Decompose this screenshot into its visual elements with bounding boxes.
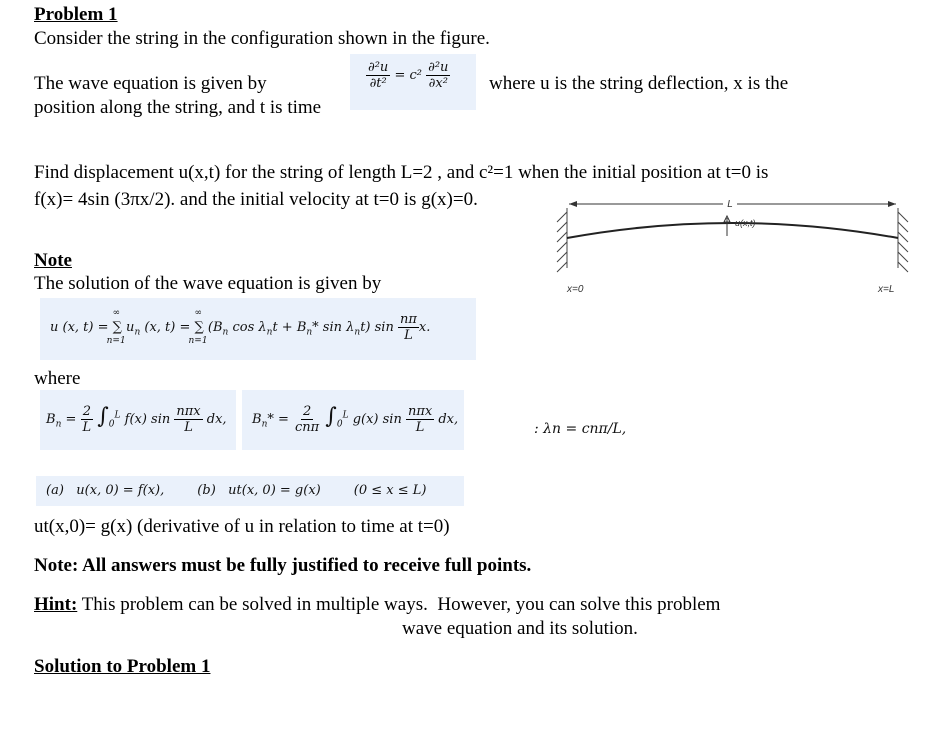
problem-intro: Consider the string in the configuration shown in the figure. <box>34 28 490 49</box>
wave-equation-line2: position along the string, and t is time <box>34 97 322 118</box>
hint-text: This problem can be solved in multiple ways. However, you can solve this problem <box>77 594 721 615</box>
initial-conditions-box <box>36 476 464 506</box>
ut-line: ut(x,0)= g(x) (derivative of u in relation to time at t=0) <box>34 516 450 537</box>
label-length: L <box>727 199 733 210</box>
label-x0: x=0 <box>567 284 584 295</box>
right-wall <box>898 208 908 272</box>
note-title: Note <box>34 250 72 271</box>
justify-note: Note: All answers must be fully justified to receive full points. <box>34 555 532 576</box>
lambda-formula: : λn = cnπ/L, <box>534 421 627 437</box>
string-curve <box>567 223 898 238</box>
label-displacement: u(x,t) <box>735 218 756 228</box>
find-line-2: f(x)= 4sin (3πx/2). and the initial velocity at t=0 is g(x)=0. <box>34 189 478 210</box>
wave-equation-box: $\frac{\text{∂²u}}{\text{∂t²}}$ = c² $\frac{\text{∂²u}}{\text{∂x²}}$ <box>350 54 476 110</box>
hint-line-1 <box>34 594 720 616</box>
bn-star-formula-box: $B_n*$ = $\frac{2}{\text{cnπ}}$ $\int_0^L$ g(x) sin $\frac{\text{nπx}}{L}$ dx, <box>242 390 464 450</box>
note-text: The solution of the wave equation is given by <box>34 273 382 294</box>
string-figure <box>555 188 910 296</box>
bn-formula-box: $B_n$ = $\frac{2}{L}$ $\int_0^L$ f(x) sin $\frac{\text{nπx}}{L}$ dx, <box>40 390 236 450</box>
where-label: where <box>34 368 81 389</box>
hint-label: Hint: <box>34 594 78 615</box>
solution-formula-box: u (x, t) = ∑ ∞ n=1 $u_n$ (x, t) = ∑ ∞ n=1 ($B_n$ $\cos \lambda_nt + B_n*$ $\sin \lambda_nt$) sin $\frac{n\pi}{L}$ x. <box>40 298 476 360</box>
find-line-1: Find displacement u(x,t) for the string of length L=2 , and c²=1 when the initial position at t=0 is <box>34 162 769 183</box>
left-wall <box>557 208 567 272</box>
problem-title: Problem 1 <box>34 4 118 25</box>
initial-conditions: (a) u(x, 0) = f(x), (b) ut(x, 0) = g(x) (0 ≤ x ≤ L) <box>46 483 427 498</box>
wave-equation-pre: The wave equation is given by <box>34 73 267 94</box>
solution-title: Solution to Problem 1 <box>34 656 211 677</box>
label-xL: x=L <box>878 284 895 295</box>
hint-line-2: wave equation and its solution. <box>402 618 638 639</box>
wave-equation-post: where u is the string deflection, x is the <box>489 73 789 94</box>
